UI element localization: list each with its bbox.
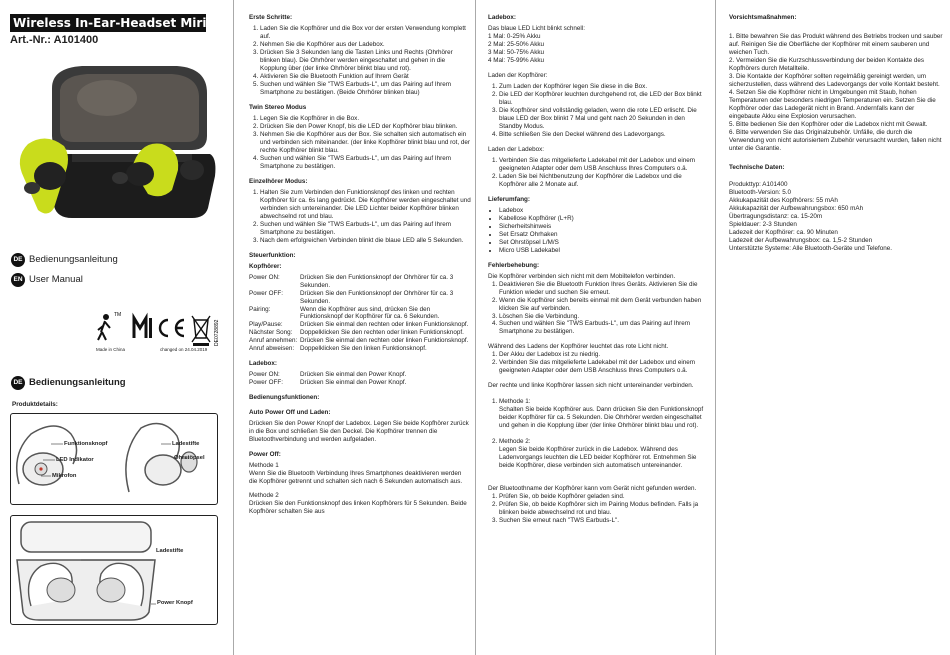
control-key: Play/Pause:: [249, 321, 283, 329]
control-key: Power OFF:: [249, 289, 283, 297]
mi-logo-icon: [134, 318, 152, 338]
einzelhoerer-heading: Einzelhörer Modus:: [249, 177, 308, 185]
spec-item: Unterstützte Systeme: Alle Bluetooth-Geräte und Telefone.: [729, 244, 892, 252]
list-item: • Ladebox: [499, 207, 706, 215]
list-item: 1. Halten Sie zum Verbinden den Funktionsknopf des linken und rechten Kopfhörer für ca. 6s lang gedrückt. Die Kopfhörer werden eingeschaltet und verbinden sich untereinander. Die LED Lichter beider Kopfhörer blinken abwechselnd rot und blau.: [260, 189, 471, 221]
language-de-heading: [11, 376, 126, 390]
precaution-item: 4. Setzen Sie die Kopfhörer nicht in Umgebungen mit Staub, hohen Temperaturen oder besonders niedrigen Temperaturen ein. Setzen Sie die Kopfhörer oder das Ladegerät nicht in Brand. Andernfalls kann der eingebaute Akku eine Explosion verursachen.: [729, 88, 936, 120]
precaution-item: 2. Vermeiden Sie die Kurzschlussverbindung der beiden Kontakte des Kopfhörers durch Metallteile.: [729, 56, 924, 72]
charging-box-diagram: [10, 515, 218, 625]
list-item: 1. Verbinden Sie das mitgelieferte Ladekabel mit der Ladebox und einem geeigneten Adapter oder dem USB Anschluss Ihres Computers o.ä.: [499, 157, 706, 173]
control-value: Drücken Sie einmal den Power Knopf.: [300, 379, 407, 387]
laden-ladebox-heading: Laden der Ladebox:: [488, 145, 545, 153]
list-item: 1. Methode 1: Schalten Sie beide Kopfhörer aus. Dann drücken Sie den Funktionsknopf beider Kopfhörer für ca. 5 Sekunden. Die Ohrhörer werden eingeschaltet und gehen in die Kopplung über (der linke Ohrhörer blinkt blau und rot).: [499, 398, 706, 430]
list-item: 2. Laden Sie bei Nichtbenutzung der Kopfhörer die Ladebox und die Kopfhörer alle 2 Monate auf.: [499, 173, 706, 189]
spec-item: Ladezeit der Kopfhörer: ca. 90 Minuten: [729, 228, 838, 236]
product-code-text: DE0728892: [214, 319, 220, 346]
list-item: 2. Drücken Sie den Power Knopf, bis die LED der Kopfhörer blau blinken.: [260, 123, 471, 131]
list-item: • Sicherheitshinweis: [499, 223, 706, 231]
list-item: 4. Suchen und wählen Sie "TWS Earbuds-L", um das Pairing auf Ihrem Smartphone zu bestätigen.: [499, 320, 706, 336]
spec-item: Übertragungsdistanz: ca. 15-20m: [729, 212, 823, 220]
ladebox-heading: Ladebox:: [249, 360, 277, 368]
erste-schritte-heading: Erste Schritte:: [249, 14, 293, 21]
control-key: Anruf abweisen:: [249, 345, 295, 353]
precaution-item: 5. Bitte bedienen Sie den Kopfhörer oder die Ladebox nicht mit Gewalt.: [729, 120, 928, 128]
control-value: Doppelklicken Sie den linken Funktionsknopf.: [300, 345, 427, 353]
control-key: Power ON:: [249, 273, 280, 281]
fehler-3-intro: Der rechte und linke Kopfhörer lassen sich nicht untereinander verbinden.: [488, 382, 694, 390]
list-item: 2. Die LED der Kopfhörer leuchten durchgehend rot, die LED der Box blinkt blau.: [499, 91, 706, 107]
control-row: [249, 345, 471, 353]
control-row: [249, 321, 471, 329]
lieferumfang-list: [488, 207, 706, 255]
steuerfunktion-heading: Steuerfunktion:: [249, 251, 296, 259]
list-item: 3. Nehmen Sie die Kopfhörer aus der Box. Sie schalten sich automatisch ein und verbinden sich miteinander. (der linke Kopfhörer blinkt blau und rot, der rechte Kopfhörer blinkt blau.: [260, 131, 471, 155]
made-in-label: Made in China: [96, 347, 126, 352]
spec-item: Spieldauer: 2-3 Stunden: [729, 220, 797, 228]
control-row: [249, 337, 471, 345]
label-ladestifte-box: Ladestifte: [156, 548, 184, 554]
list-item: 1. Laden Sie die Kopfhörer und die Box vor der ersten Verwendung komplett auf.: [260, 25, 471, 41]
product-title: Wireless In-Ear-Headset Miri: [10, 14, 206, 32]
fehler-2-intro: Während des Ladens der Kopfhörer leuchtet das rote Licht nicht.: [488, 343, 669, 351]
list-item: 2. Wenn die Kopfhörer sich bereits einmal mit dem Gerät verbunden haben klicken Sie auf verbinden.: [499, 297, 706, 313]
label-led-indikator: LED Indikator: [56, 457, 94, 463]
technische-daten-heading: Technische Daten:: [729, 163, 785, 171]
precaution-item: 6. Bitte verwenden Sie das Originalzubehör. Unfälle, die durch die Verwendung von nicht autorisiertem Zubehör verursacht wurden, fallen nicht unter die Garantie.: [729, 128, 942, 152]
twin-stereo-list: [249, 115, 471, 171]
fehler-intro: Die Kopfhörer verbinden sich nicht mit dem Mobiltelefon verbinden.: [488, 272, 676, 280]
label-ladestifte: Ladestifte: [172, 441, 200, 447]
control-value: Drücken Sie den Funktionsknopf der Ohrhörer für ca. 3 Sekunden.: [300, 273, 454, 289]
einzelhoerer-list: [249, 189, 471, 245]
recycling-person-icon: [98, 314, 110, 340]
changed-date: changed on 24.04.2019: [160, 347, 208, 352]
language-code-badge: DE: [11, 253, 25, 267]
list-item: 1. Der Akku der Ladebox ist zu niedrig.: [499, 351, 706, 359]
language-code-badge: DE: [11, 376, 25, 390]
control-row: [249, 379, 471, 387]
spec-item: Akkukapazität des Kopfhörers: 55 mAh: [729, 196, 838, 204]
control-key: Pairing:: [249, 305, 271, 313]
article-number: Art.-Nr.: A101400: [10, 34, 99, 46]
spec-item: Produkttyp: A101400: [729, 180, 788, 188]
fehler-4-intro: Der Bluetoothname der Kopfhörer kann vom Gerät nicht gefunden werden.: [488, 485, 697, 493]
section-heading: Bedienungsanleitung: [29, 376, 126, 388]
trademark-text: TM: [114, 312, 122, 318]
list-item: • Set Ohrstöpsel L/M/S: [499, 239, 706, 247]
twin-stereo-heading: Twin Stereo Modus: [249, 103, 307, 111]
led-level: 2 Mal: 25-50% Akku: [488, 40, 545, 48]
list-item: 2. Prüfen Sie, ob beide Kopfhörer sich im Pairing Modus befinden. Falls ja blinken beide abwechselnd rot und blau.: [499, 501, 706, 517]
column-charging: [488, 14, 706, 655]
label-power-knopf: Power Knopf: [157, 600, 193, 606]
fehler-list-3: [488, 390, 706, 478]
column-precautions: [729, 14, 943, 655]
ce-mark-icon: [160, 320, 184, 336]
language-label: Bedienungsanleitung: [29, 253, 118, 265]
list-item: 4. Bitte schließen Sie den Deckel während des Ladevorgangs.: [499, 131, 706, 139]
list-item: 3. Die Kopfhörer sind vollständig geladen, wenn die rote LED erlischt. Die blaue LED der Box blinkt 7 Mal und geht nach 20 Sekunden in den Standby Modus.: [499, 107, 706, 131]
control-row: [249, 306, 471, 322]
list-item: 2. Verbinden Sie das mitgelieferte Ladekabel mit der Ladebox und einem geeigneten Adapter oder dem USB Anschluss Ihres Computers o.ä.: [499, 359, 706, 375]
product-photo: [12, 58, 217, 223]
column-cover: [0, 0, 232, 655]
control-key: Anruf annehmen:: [249, 337, 298, 345]
product-details-heading: Produktdetails:: [12, 401, 58, 408]
method-1-text: Wenn Sie die Bluetooth Verbindung Ihres Smartphones deaktivieren werden die Kopfhörer getrennt und schalten sich nach 6 Sekunden automatisch aus.: [249, 470, 463, 486]
column-instructions: [249, 14, 471, 655]
language-de: [11, 253, 118, 267]
control-row: [249, 274, 471, 290]
label-funktionsknopf: Funktionsknopf: [64, 441, 108, 447]
spec-item: Ladezeit der Aufbewahrungsbox: ca. 1,5-2 Stunden: [729, 236, 873, 244]
auto-power-off-text: Drücken Sie den Power Knopf der Ladebox. Legen Sie beide Kopfhörer zurück in die Box und schließen Sie den Deckel. Die Kopfhörer trennen die Bluetoothverbindung und werden aufgeladen.: [249, 420, 469, 444]
list-item: 2. Nehmen Sie die Kopfhörer aus der Ladebox.: [260, 41, 471, 49]
spec-item: Akkukapazität der Aufbewahrungsbox: 650 mAh: [729, 204, 864, 212]
column-divider: [475, 0, 476, 655]
led-text: Das blaue LED Licht blinkt schnell:: [488, 24, 585, 32]
control-value: Drücken Sie einmal den Power Knopf.: [300, 371, 407, 379]
column-divider: [715, 0, 716, 655]
control-value: Drücken Sie einmal den rechten oder linken Funktionsknopf.: [300, 337, 469, 345]
lieferumfang-heading: Lieferumfang:: [488, 195, 530, 203]
led-level: 3 Mal: 50-75% Akku: [488, 48, 545, 56]
list-item: 4. Suchen und wählen Sie "TWS Earbuds-L", um das Pairing auf Ihrem Smartphone zu bestätigen.: [260, 155, 471, 171]
power-off-heading: Power Off:: [249, 451, 281, 459]
method-2-text: Drücken Sie den Funktionsknopf des linken Kopfhörers für 5 Sekunden. Beide Kopfhörer schalten Sie aus: [249, 500, 467, 516]
control-value: Wenn die Kopfhörer aus sind, drücken Sie den Funktionsknopf der Kopfhörer für ca. 6 Sekunden.: [300, 305, 440, 321]
list-item: 2. Suchen und wählen Sie "TWS Earbuds-L", um das Pairing auf Ihrem Smartphone zu bestätigen.: [260, 221, 471, 237]
list-item: • Set Ersatz Ohrhaken: [499, 231, 706, 239]
fehler-list-1: [488, 281, 706, 337]
ladebox-led-heading: Ladebox:: [488, 14, 516, 21]
list-item: • Kabellose Kopfhörer (L+R): [499, 215, 706, 223]
list-item: 3. Nach dem erfolgreichen Verbinden blinkt die blaue LED alle 5 Sekunden.: [260, 237, 471, 245]
vorsicht-heading: Vorsichtsmaßnahmen:: [729, 14, 797, 21]
control-row: [249, 290, 471, 306]
list-item: 4. Aktivieren Sie die Bluetooth Funktion auf Ihrem Gerät: [260, 73, 471, 81]
list-item: 5. Suchen und wählen Sie "TWS Earbuds-L", um das Pairing auf Ihrem Smartphone zu bestätigen. (Beide Ohrhörer blinken blau): [260, 81, 471, 97]
earbud-diagram: [10, 413, 218, 505]
fehler-list-4: [488, 493, 706, 525]
list-item: 1. Legen Sie die Kopfhörer in die Box.: [260, 115, 471, 123]
control-key: Power ON:: [249, 371, 280, 379]
erste-schritte-list: [249, 25, 471, 97]
list-item: • Micro USB Ladekabel: [499, 247, 706, 255]
method-1-heading: Methode 1: [249, 462, 279, 470]
led-level: 1 Mal: 0-25% Akku: [488, 32, 541, 40]
weee-bin-icon: [192, 316, 210, 346]
list-item: 1. Prüfen Sie, ob beide Kopfhörer geladen sind.: [499, 493, 706, 501]
label-mikrofon: Mikrofon: [52, 473, 77, 479]
auto-power-off-heading: Auto Power Off und Laden:: [249, 409, 331, 417]
list-item: 1. Deaktivieren Sie die Bluetooth Funktion Ihres Geräts. Aktivieren Sie die Funktion wieder und suchen Sie erneut.: [499, 281, 706, 297]
language-code-badge: EN: [11, 273, 25, 287]
led-level: 4 Mal: 75-99% Akku: [488, 56, 545, 64]
list-item: 2. Methode 2: Legen Sie beide Kopfhörer zurück in die Ladebox. Während des Ladenvorgangs leuchten die LED beider Kopfhörer rot. Entnehmen Sie beide Kopfhörer, diese verbinden sich automatisch untereinander.: [499, 438, 706, 470]
bedienungsfunktionen-heading: Bedienungsfunktionen:: [249, 394, 320, 402]
control-value: Drücken Sie einmal den rechten oder linken Funktionsknopf.: [300, 321, 469, 329]
language-en: [11, 273, 83, 287]
language-label: User Manual: [29, 273, 83, 285]
precaution-item: 1. Bitte bewahren Sie das Produkt während des Betriebs trocken und sauber auf. Reinigen Sie die Oberfläche der Kopfhörer mit einem sauberen und weichen Tuch.: [729, 32, 943, 56]
method-2-heading: Methode 2: [249, 492, 279, 500]
column-divider: [233, 0, 234, 655]
control-key: Nächster Song:: [249, 329, 293, 337]
laden-kopfhoerer-list: [488, 83, 706, 139]
kopfhoerer-heading: Kopfhörer:: [249, 262, 282, 270]
fehler-list-2: [488, 351, 706, 375]
spec-item: Bluetooth-Version: 5.0: [729, 188, 791, 196]
laden-ladebox-list: [488, 157, 706, 189]
list-item: 3. Löschen Sie die Verbindung.: [499, 313, 706, 321]
list-item: 3. Drücken Sie 3 Sekunden lang die Tasten Links und Rechts (Ohrhörer blinken blau). Die Ohrhörer werden eingeschaltet und gehen in die Kopplung über (der linke Ohrhörer blinkt blau und rot).: [260, 49, 471, 73]
control-value: Doppelklicken Sie den rechten oder linken Funktionsknopf.: [300, 329, 464, 337]
list-item: 3. Suchen Sie erneut nach "TWS Earbuds-L".: [499, 517, 706, 525]
fehlerbehebung-heading: Fehlerbehebung:: [488, 261, 540, 269]
precaution-item: 3. Die Kontakte der Kopfhörer sollten regelmäßig gereinigt werden, um sicherzustellen, dass während des Ladevorgangs der volle Kontakt besteht.: [729, 72, 940, 88]
control-row: [249, 329, 471, 337]
label-ohrstoepsel: Ohrstöpsel: [174, 455, 205, 461]
control-row: [249, 371, 471, 379]
control-value: Drücken Sie den Funktionsknopf der Ohrhörer für ca. 3 Sekunden.: [300, 289, 454, 305]
control-key: Power OFF:: [249, 379, 283, 387]
laden-kopfhoerer-heading: Laden der Kopfhörer:: [488, 71, 548, 79]
list-item: 1. Zum Laden der Kopfhörer legen Sie diese in die Box.: [499, 83, 706, 91]
